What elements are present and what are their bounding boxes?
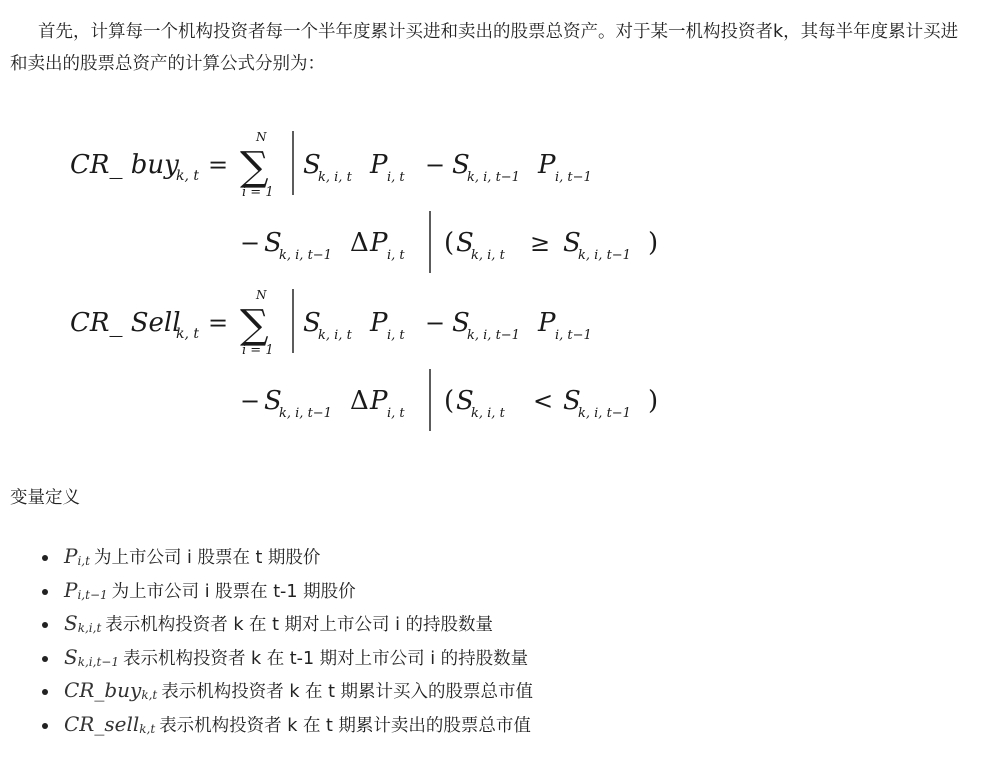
formula-buy [70,130,658,273]
variable-symbol: $P_{i,t-1}$ [64,577,108,602]
svg-text:S: S [264,386,282,416]
svg-text:P: P [370,308,388,338]
buy-line1 [303,150,592,185]
variable-description: 表示机构投资者 k 在 t 期对上市公司 i 的持股数量 [105,615,493,635]
svg-text:i, t: i, t [387,248,405,263]
variable-symbol: $P_{i,t}$ [64,544,90,568]
buy-condition [444,228,658,263]
buy-lhs-name: CR_ buy [70,150,179,180]
formula-block [0,115,986,440]
svg-text:S: S [303,308,321,338]
sell-equals: = [208,309,229,337]
svg-text:P: P [538,150,556,180]
svg-text:k, i, t−1: k, i, t−1 [578,248,631,263]
svg-text:i, t−1: i, t−1 [555,328,592,343]
svg-text:i, t: i, t [387,406,405,421]
svg-text:(: ( [444,228,455,258]
svg-text:k, i, t−1: k, i, t−1 [279,248,332,263]
sell-condition [444,386,658,421]
buy-line2 [240,228,405,263]
svg-text:S: S [264,228,282,258]
variable-description: 表示机构投资者 k 在 t-1 期对上市公司 i 的持股数量 [122,648,529,669]
variable-list [28,540,533,741]
sell-lhs-name: CR_ Sell [70,308,181,338]
intro-text: 首先，计算每一个机构投资者每一个半年度累计买进和卖出的股票总资产。对于某一机构投资者k，其每半年度累计买进和卖出的股票总资产的计算公式分别为： [10,22,959,74]
svg-text:i, t: i, t [387,328,405,343]
variable-item [28,607,533,641]
svg-text:S: S [303,150,321,180]
svg-text:S: S [563,386,581,416]
svg-text:<: < [533,387,554,415]
variable-item [28,708,533,742]
svg-text:S: S [452,150,470,180]
variable-item [28,540,533,574]
variable-symbol: CR_buy$_{k,t}$ [64,678,158,702]
sell-line1 [303,308,592,343]
svg-text:−: − [240,229,261,257]
variable-symbol: $S_{k,i,t-1}$ [64,644,119,669]
svg-text:(: ( [444,386,455,416]
svg-text:k, i, t: k, i, t [318,170,352,185]
variable-symbol: CR_sell$_{k,t}$ [64,711,156,736]
variable-description: 表示机构投资者 k 在 t 期累计卖出的股票总市值 [159,715,531,736]
svg-text:S: S [456,228,474,258]
svg-text:S: S [563,228,581,258]
svg-text:Δ: Δ [350,228,369,258]
buy-equals: = [208,151,229,179]
variable-item [28,574,533,608]
sell-sum-sign: ∑ [240,302,269,348]
svg-text:−: − [425,309,446,337]
buy-sum-lower: i = 1 [242,185,274,200]
sell-sum-upper: N [256,288,267,302]
svg-text:Δ: Δ [350,386,369,416]
sell-line2 [240,386,405,421]
svg-text:P: P [370,150,388,180]
svg-text:P: P [370,228,388,258]
buy-sum-sign: ∑ [240,144,269,190]
intro-paragraph [10,16,972,80]
variable-symbol: $S_{k,i,t}$ [64,611,102,635]
svg-text:): ) [648,228,659,258]
svg-text:k, i, t−1: k, i, t−1 [578,406,631,421]
buy-lhs-sub: k, t [176,168,200,184]
svg-text:k, i, t: k, i, t [318,328,352,343]
formula-sell [70,288,658,431]
variable-definition-heading: 变量定义 [10,488,80,508]
svg-text:k, i, t−1: k, i, t−1 [467,170,520,185]
sell-lhs-sub: k, t [176,326,200,342]
buy-sum-upper: N [256,130,267,144]
svg-text:k, i, t−1: k, i, t−1 [279,406,332,421]
svg-text:S: S [452,308,470,338]
variable-description: 为上市公司 i 股票在 t 期股价 [93,548,321,568]
svg-text:i, t−1: i, t−1 [555,170,592,185]
svg-text:): ) [648,386,659,416]
variable-description: 表示机构投资者 k 在 t 期累计买入的股票总市值 [161,682,534,702]
svg-text:k, i, t: k, i, t [471,248,505,263]
sell-sum-lower: i = 1 [242,343,274,358]
variable-item [28,674,533,708]
svg-text:i, t: i, t [387,170,405,185]
svg-text:P: P [538,308,556,338]
variable-description: 为上市公司 i 股票在 t-1 期股价 [111,581,356,602]
svg-text:S: S [456,386,474,416]
svg-text:k, i, t−1: k, i, t−1 [467,328,520,343]
svg-text:−: − [425,151,446,179]
svg-text:k, i, t: k, i, t [471,406,505,421]
svg-text:≥: ≥ [530,229,551,257]
variable-item [28,641,533,675]
svg-text:−: − [240,387,261,415]
svg-text:P: P [370,386,388,416]
